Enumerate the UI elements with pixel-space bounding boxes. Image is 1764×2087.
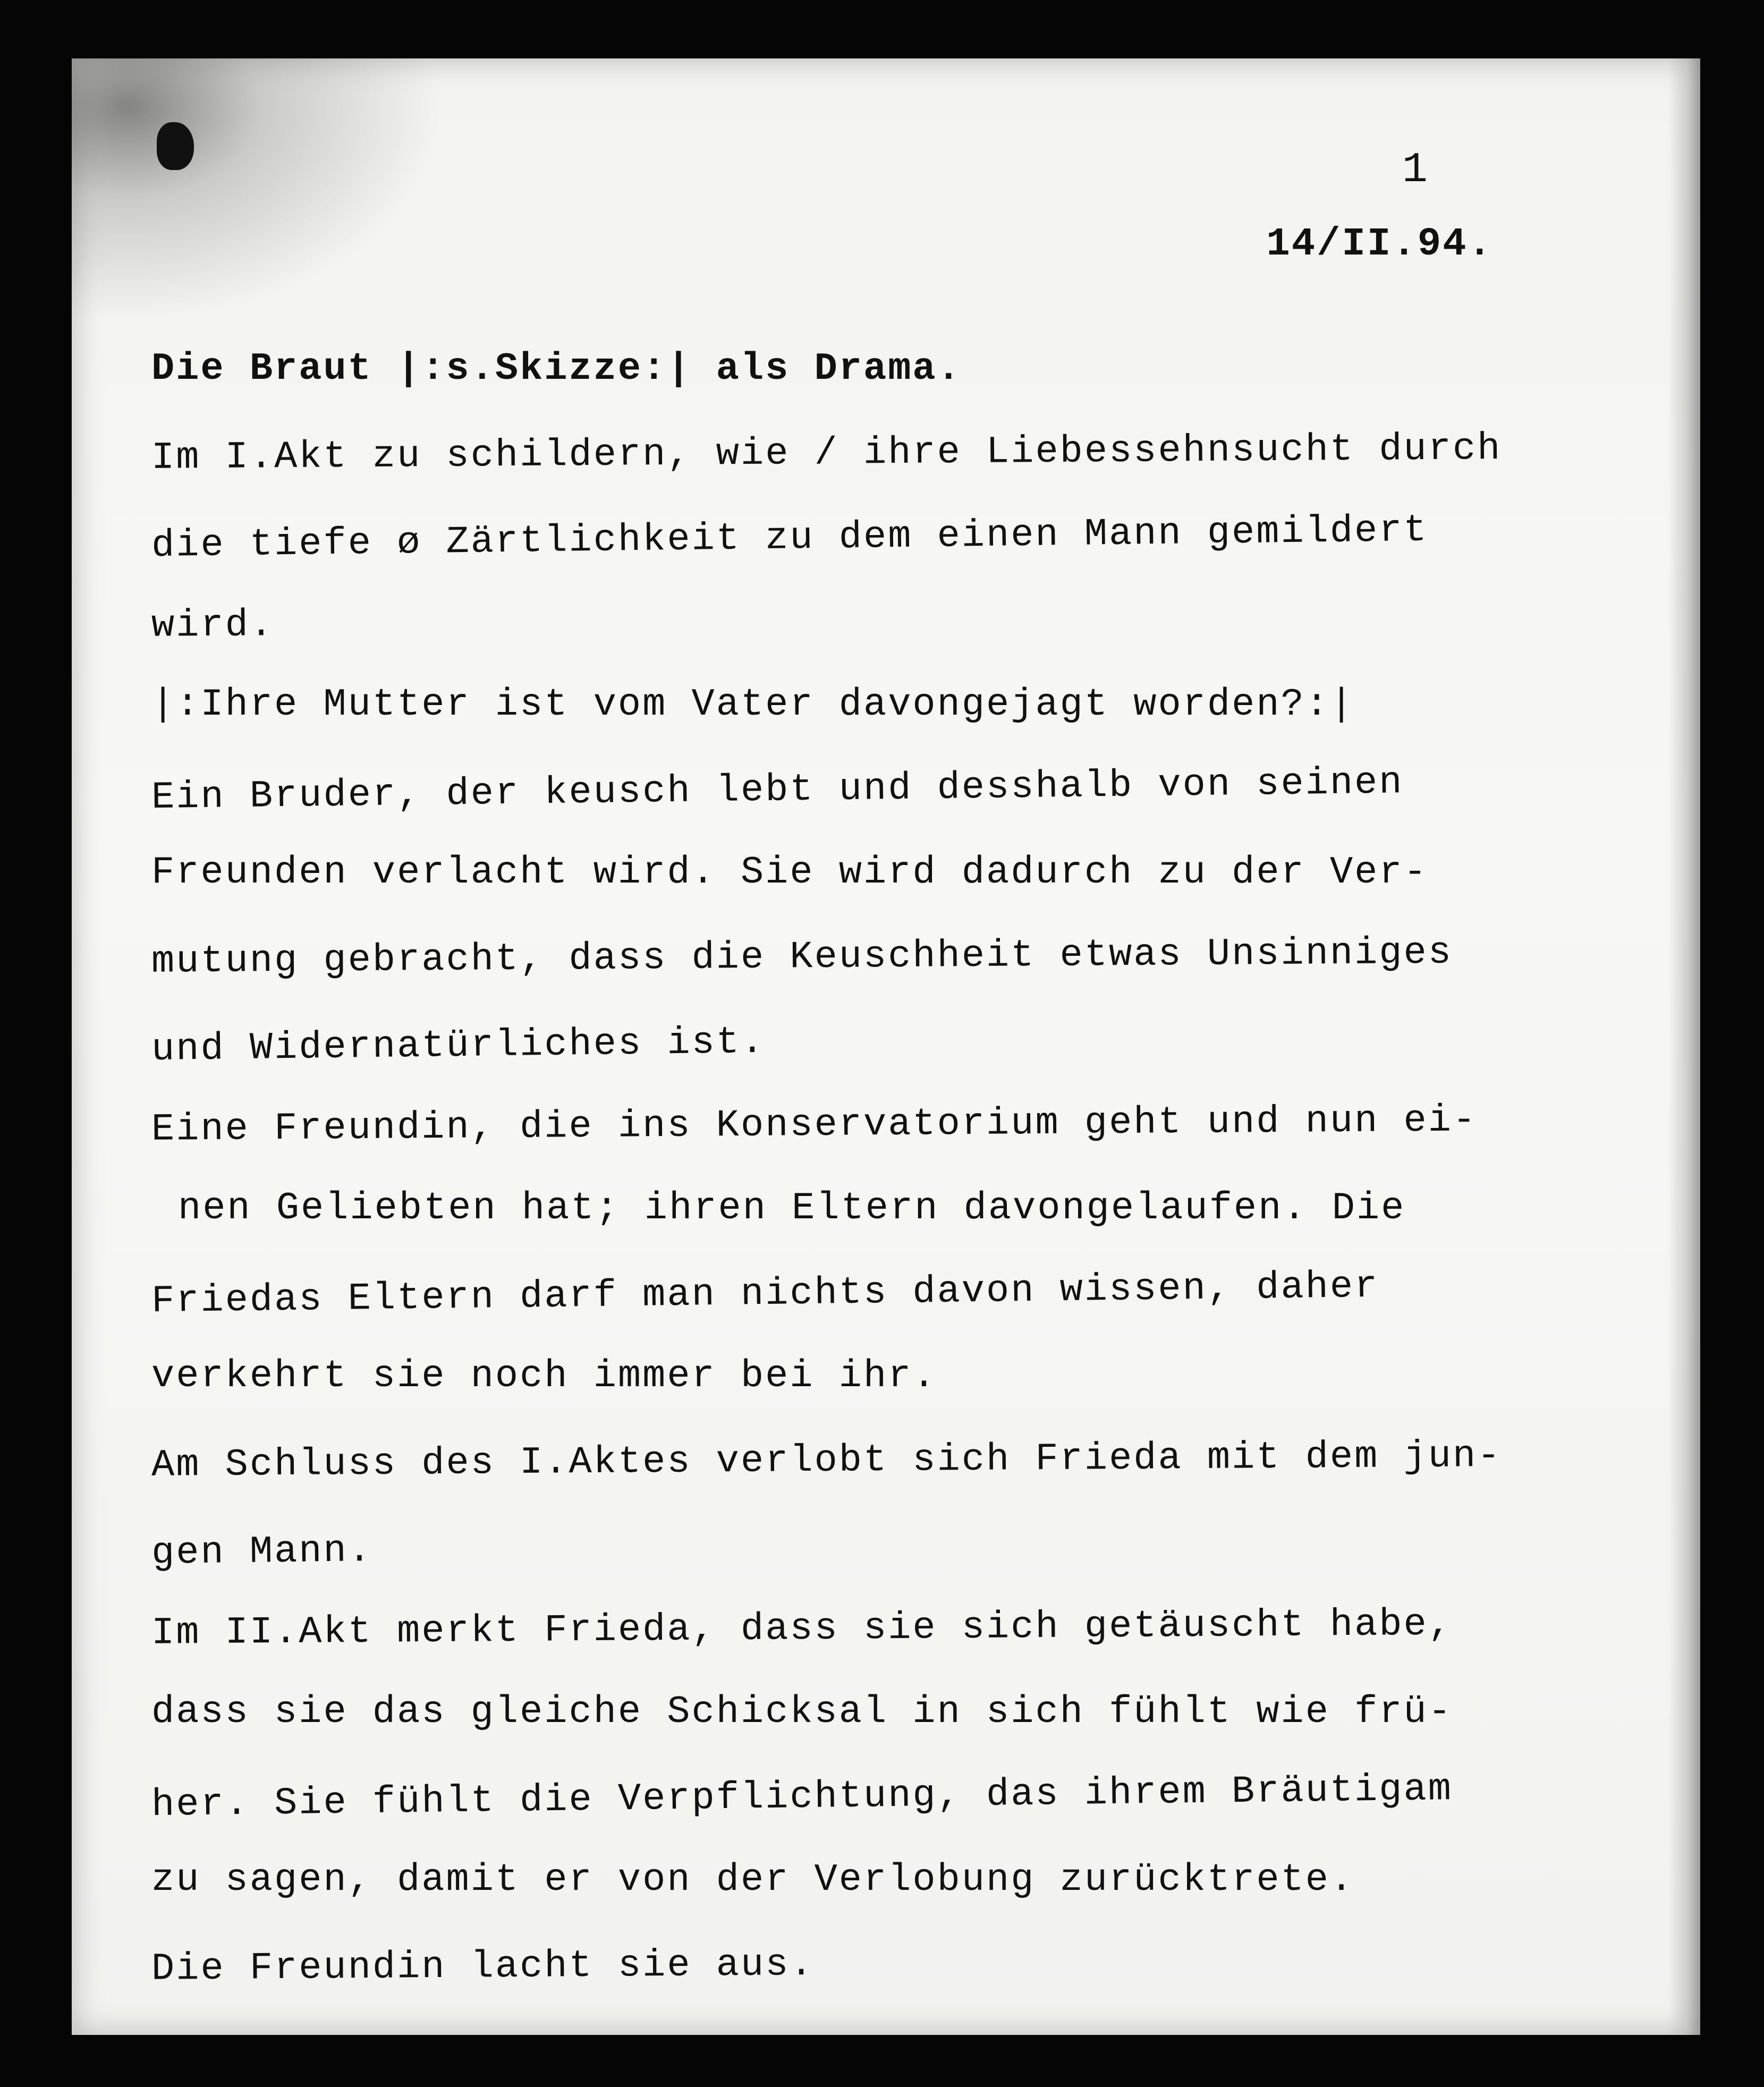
- text-line: Im I.Akt zu schildern, wie / ihre Liebessehnsucht durch: [151, 427, 1502, 480]
- punch-hole: [157, 122, 194, 170]
- document-date: 14/II.94.: [1266, 222, 1493, 267]
- text-line: |:Ihre Mutter ist vom Vater davongejagt worden?:|: [151, 683, 1355, 726]
- text-line: gen Mann.: [151, 1529, 373, 1575]
- text-line: wird.: [151, 603, 275, 648]
- text-line: Die Freundin lacht sie aus.: [151, 1942, 815, 1991]
- document-body: [151, 327, 1639, 2006]
- text-line: Die Braut |:s.Skizze:| als Drama.: [151, 347, 962, 391]
- stain-mark: [72, 58, 444, 324]
- typewritten-page: [72, 58, 1700, 2035]
- text-line: zu sagen, damit er von der Verlobung zurücktrete.: [151, 1858, 1355, 1902]
- text-line: mutung gebracht, dass die Keuschheit etwas Unsinniges: [151, 930, 1453, 983]
- text-line: und Widernatürliches ist.: [151, 1020, 766, 1072]
- text-line: Eine Freundin, die ins Konservatorium geht und nun ei-: [151, 1098, 1478, 1151]
- text-line: verkehrt sie noch immer bei ihr.: [151, 1354, 937, 1398]
- text-line: dass sie das gleiche Schicksal in sich fühlt wie frü-: [151, 1690, 1453, 1734]
- text-line: Friedas Eltern darf man nichts davon wissen, daher: [151, 1264, 1379, 1324]
- text-line: Ein Bruder, der keusch lebt und desshalb von seinen: [151, 760, 1404, 820]
- page-number: 1: [1402, 146, 1429, 194]
- text-line: Am Schluss des I.Aktes verlobt sich Frieda mit dem jun-: [151, 1434, 1502, 1487]
- text-line: die tiefe ø Zärtlichkeit zu dem einen Mann gemildert: [151, 508, 1429, 568]
- text-line: Freunden verlacht wird. Sie wird dadurch zu der Ver-: [151, 851, 1428, 894]
- page-edge-shadow: [1668, 58, 1700, 2035]
- text-line: her. Sie fühlt die Verpflichtung, das ihrem Bräutigam: [151, 1767, 1453, 1827]
- text-line: Im II.Akt merkt Frieda, dass sie sich getäuscht habe,: [151, 1602, 1453, 1655]
- text-line: nen Geliebten hat; ihren Eltern davongelaufen. Die: [178, 1186, 1406, 1230]
